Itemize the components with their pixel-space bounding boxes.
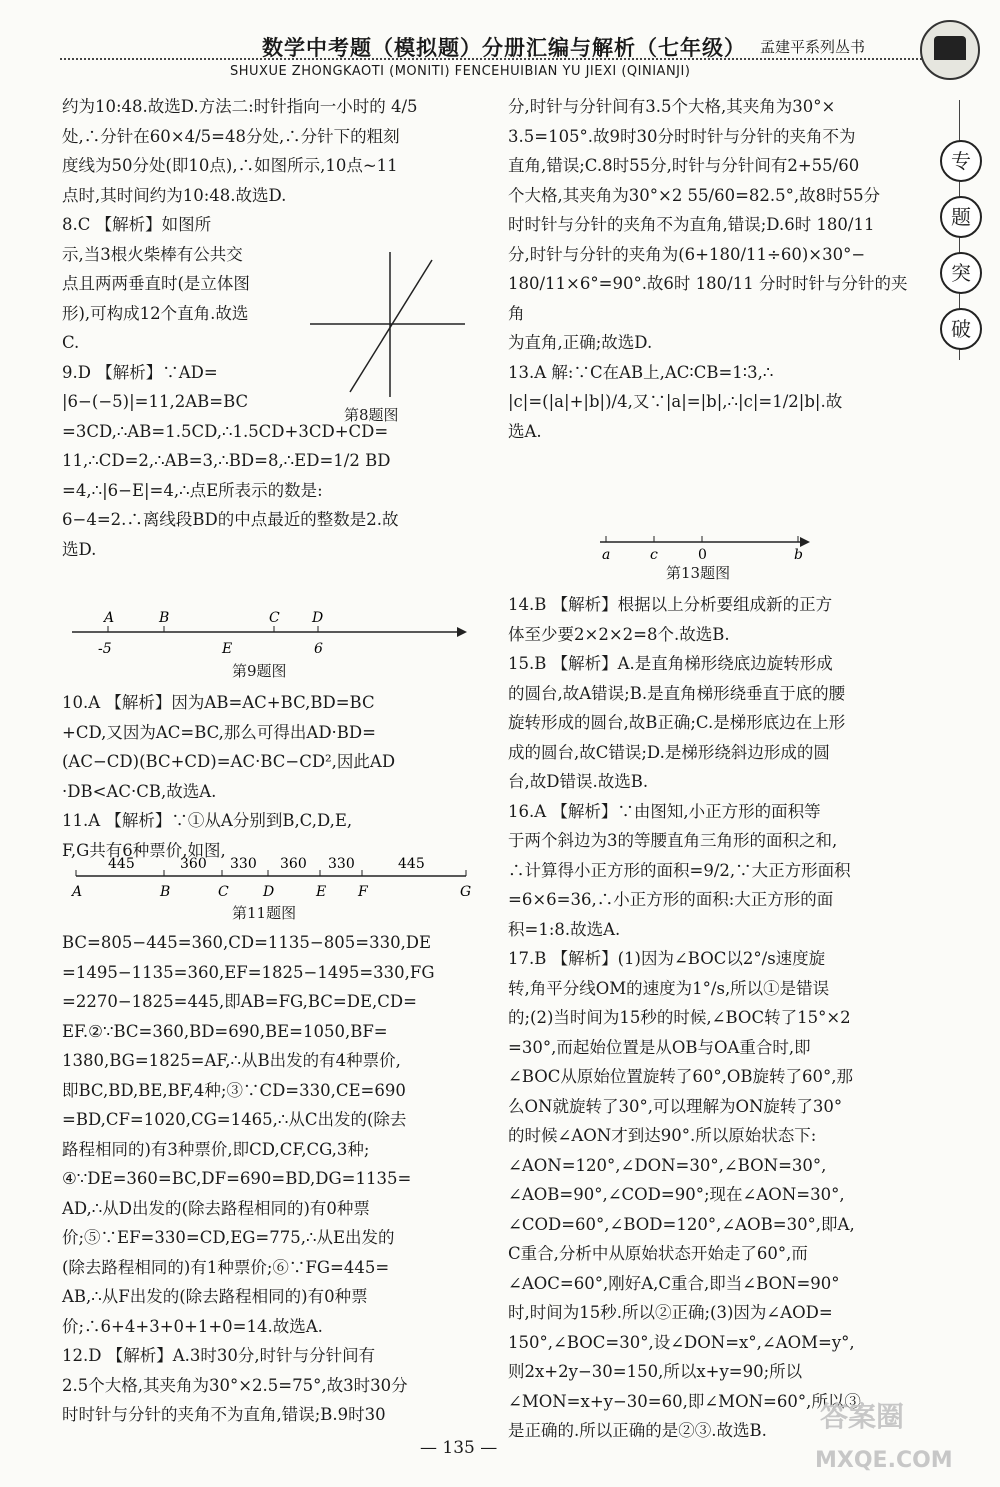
- book-title-pinyin: SHUXUE ZHONGKAOTI (MONITI) FENCEHUIBIAN YU JIEXI (QINIANJI): [230, 64, 691, 79]
- text-line: AB,∴从F出发的(除去路程相同的)有0种票: [62, 1287, 368, 1306]
- point-b-label: B: [160, 884, 171, 900]
- text-line: ∠AOC=60°,刚好A,C重合,即当∠BON=90°: [508, 1273, 840, 1293]
- point-b-label: b: [794, 547, 803, 562]
- text-line: =BD,CF=1020,CG=1465,∴从C出发的(除去: [62, 1110, 407, 1129]
- point-e-label: E: [222, 641, 233, 657]
- text-line: 点且两两垂直时(是立体图: [62, 274, 250, 293]
- text-line: 180/11×6°=90°.故6时 180/11 分时时针与分针的夹角: [508, 274, 908, 323]
- text-line: 即BC,BD,BE,BF,4种;③∵CD=330,CE=690: [62, 1080, 406, 1100]
- text-line: 的时候∠AON才到达90°.所以原始状态下:: [508, 1126, 817, 1145]
- point-f-label: F: [358, 884, 368, 900]
- text-line: =6×6=36,∴小正方形的面积:大正方形的面: [508, 890, 834, 909]
- text-line: =30°,而起始位置是从OB与OA重合时,即: [508, 1037, 811, 1057]
- text-line: 10.A 【解析】因为AB=AC+BC,BD=BC: [62, 693, 375, 712]
- text-line: (除去路程相同的)有1种票价;⑥∵FG=445=: [62, 1257, 390, 1277]
- text-line: 时,时间为15秒.所以②正确;(3)因为∠AOD=: [508, 1303, 833, 1322]
- header-divider: [60, 58, 930, 60]
- left-column-bottom: [62, 928, 470, 1430]
- text-line: ∴计算得小正方形的面积=9/2,∵大正方形面积: [508, 860, 851, 880]
- text-line: 旋转形成的圆台,故B正确;C.是梯形底边在上形: [508, 713, 846, 732]
- text-line: 9.D 【解析】∵AD=: [62, 362, 218, 382]
- text-line: 个大格,其夹角为30°×2 55/60=82.5°,故8时55分: [508, 185, 881, 205]
- text-line: 转,角平分线OM的速度为1°/s,所以①是错误: [508, 978, 830, 998]
- point-c-label: C: [218, 884, 229, 900]
- text-line: 度线为50分处(即10点),∴如图所示,10点~11: [62, 156, 398, 175]
- text-line: =2270−1825=445,即AB=FG,BC=DE,CD=: [62, 992, 417, 1011]
- point-a-label: A: [104, 610, 115, 626]
- text-line: 价;∴6+4+3+0+1+0=14.故选A.: [62, 1316, 323, 1336]
- text-line: ∠BOC从原始位置旋转了60°,OB旋转了60°,那: [508, 1067, 854, 1086]
- figure-13-caption: 第13题图: [666, 564, 731, 582]
- text-line: C.: [62, 333, 80, 352]
- text-line: ∠MON=x+y−30=60,即∠MON=60°,所以③: [508, 1391, 861, 1411]
- figure-8-diagram: [310, 252, 470, 402]
- text-line: 分,时针与分针间有3.5个大格,其夹角为30°×: [508, 97, 836, 116]
- figure-11-route-line: [62, 854, 472, 904]
- text-line: 点时,其时间约为10:48.故选D.: [62, 185, 287, 205]
- text-line: 选A.: [508, 421, 542, 441]
- left-column-mid: [62, 688, 470, 865]
- text-line: 的;(2)当时间为15秒的时候,∠BOC转了15°×2: [508, 1008, 851, 1027]
- text-line: 6−4=2.∴离线段BD的中点最近的整数是2.故: [62, 510, 399, 529]
- text-line: ∠AON=120°,∠DON=30°,∠BON=30°,: [508, 1155, 827, 1175]
- side-tab-1: 专: [940, 140, 982, 182]
- right-column-top: [508, 92, 910, 446]
- text-line: 积=1:8.故选A.: [508, 919, 621, 939]
- distance-ef-label: 330: [328, 856, 355, 872]
- text-line: 成的圆台,故C错误;D.是梯形绕斜边形成的圆: [508, 742, 830, 762]
- text-line: 直角,错误;C.8时55分,时针与分针间有2+55/60: [508, 156, 860, 175]
- point-a-label: A: [72, 884, 83, 900]
- text-line: F,G共有6种票价,如图,: [62, 840, 226, 860]
- text-line: 则2x+2y−30=150,所以x+y=90;所以: [508, 1362, 803, 1381]
- side-tab-4: 破: [940, 308, 982, 350]
- text-line: 的圆台,故A错误;B.是直角梯形绕垂直于底的腰: [508, 683, 846, 703]
- text-line: 15.B 【解析】A.是直角梯形绕底边旋转形成: [508, 654, 833, 673]
- figure-9-number-line: [62, 608, 470, 658]
- point-b-label: B: [159, 610, 170, 626]
- side-tab-2: 题: [940, 196, 982, 238]
- figure-11-caption: 第11题图: [232, 904, 297, 922]
- text-line: ④∵DE=360=BC,DF=690=BD,DG=1135=: [62, 1169, 412, 1188]
- value-6-label: 6: [314, 641, 323, 657]
- point-d-label: D: [263, 884, 275, 900]
- point-a-label: a: [602, 547, 611, 562]
- point-c-label: C: [269, 610, 280, 626]
- text-line: 11.A 【解析】∵①从A分别到B,C,D,E,: [62, 811, 353, 830]
- series-name: 孟建平系列丛书: [760, 38, 866, 56]
- text-line: =4,∴|6−E|=4,∴点E所表示的数是:: [62, 480, 323, 500]
- text-line: 价;⑤∵EF=330=CD,EG=775,∴从E出发的: [62, 1228, 395, 1247]
- point-e-label: E: [316, 884, 327, 900]
- point-c-label: c: [650, 547, 658, 562]
- distance-fg-label: 445: [398, 856, 425, 872]
- origin-label: 0: [698, 547, 707, 562]
- text-line: EF.②∵BC=360,BD=690,BE=1050,BF=: [62, 1021, 388, 1041]
- text-line: 16.A 【解析】∵由图知,小正方形的面积等: [508, 801, 821, 821]
- text-line: =1495−1135=360,EF=1825−1495=330,FG: [62, 962, 435, 982]
- text-line: |6−(−5)|=11,2AB=BC: [62, 392, 249, 411]
- point-g-label: G: [460, 884, 472, 900]
- text-line: ·DB<AC·CB,故选A.: [62, 781, 217, 801]
- text-line: AD,∴从D出发的(除去路程相同的)有0种票: [62, 1198, 370, 1218]
- text-line: 路程相同的)有3种票价,即CD,CF,CG,3种;: [62, 1139, 370, 1159]
- text-line: 13.A 解:∵C在AB上,AC∶CB=1∶3,∴: [508, 362, 774, 382]
- text-line: =3CD,∴AB=1.5CD,∴1.5CD+3CD+CD=: [62, 421, 389, 441]
- right-column-bottom: [508, 590, 910, 1446]
- text-line: ∠COD=60°,∠BOD=120°,∠AOB=30°,即A,: [508, 1214, 855, 1234]
- distance-ab-label: 445: [108, 856, 135, 872]
- text-line: 8.C 【解析】如图所: [62, 215, 212, 234]
- text-line: 体至少要2×2×2=8个.故选B.: [508, 624, 730, 644]
- page-number: — 135 —: [420, 1438, 498, 1458]
- text-line: BC=805−445=360,CD=1135−805=330,DE: [62, 933, 432, 952]
- text-line: 选D.: [62, 539, 97, 559]
- text-line: (AC−CD)(BC+CD)=AC·BC−CD²,因此AD: [62, 752, 396, 771]
- text-line: +CD,又因为AC=BC,那么可得出AD·BD=: [62, 722, 376, 742]
- text-line: 处,∴分针在60×4/5=48分处,∴分针下的粗刻: [62, 126, 400, 146]
- publisher-logo-icon: [920, 20, 980, 80]
- text-line: 约为10:48.故选D.方法二:时针指向一小时的 4/5: [62, 97, 418, 116]
- text-line: 么ON就旋转了30°,可以理解为ON旋转了30°: [508, 1096, 843, 1116]
- watermark-url: MXQE.COM: [815, 1448, 953, 1473]
- text-line: 时时针与分针的夹角不为直角,错误;B.9时30: [62, 1405, 386, 1424]
- text-line: ∠AOB=90°,∠COD=90°;现在∠AON=30°,: [508, 1185, 845, 1204]
- point-d-label: D: [312, 610, 324, 626]
- side-tab-3: 突: [940, 252, 982, 294]
- text-line: |c|=(|a|+|b|)/4,又∵|a|=|b|,∴|c|=1/2|b|.故: [508, 392, 843, 411]
- text-line: 为直角,正确;故选D.: [508, 333, 653, 352]
- figure-8-caption: 第8题图: [344, 406, 399, 424]
- text-line: 17.B 【解析】(1)因为∠BOC以2°/s速度旋: [508, 949, 826, 968]
- text-line: 12.D 【解析】A.3时30分,时针与分针间有: [62, 1346, 376, 1365]
- book-title: 数学中考题（模拟题）分册汇编与解析（七年级）: [262, 35, 746, 60]
- text-line: 示,当3根火柴棒有公共交: [62, 244, 243, 264]
- figure-13-number-line: [590, 532, 820, 562]
- distance-cd-label: 330: [230, 856, 257, 872]
- text-line: 14.B 【解析】根据以上分析要组成新的正方: [508, 595, 833, 614]
- text-line: 于两个斜边为3的等腰直角三角形的面积之和,: [508, 831, 838, 850]
- text-line: 是正确的.所以正确的是②③.故选B.: [508, 1421, 767, 1440]
- figure-9-caption: 第9题图: [232, 662, 287, 680]
- watermark-logo: 答案圈: [820, 1400, 905, 1433]
- text-line: C重合,分析中从原始状态开始走了60°,而: [508, 1244, 808, 1263]
- value-neg5-label: -5: [98, 641, 112, 657]
- text-line: 1380,BG=1825=AF,∴从B出发的有4种票价,: [62, 1051, 401, 1070]
- text-line: 3.5=105°.故9时30分时时针与分针的夹角不为: [508, 126, 856, 146]
- distance-de-label: 360: [280, 856, 307, 872]
- text-line: 2.5个大格,其夹角为30°×2.5=75°,故3时30分: [62, 1375, 408, 1395]
- text-line: 时时针与分针的夹角不为直角,错误;D.6时 180/11: [508, 215, 875, 234]
- distance-bc-label: 360: [180, 856, 207, 872]
- text-line: 11,∴CD=2,∴AB=3,∴BD=8,∴ED=1/2 BD: [62, 451, 391, 470]
- text-line: 台,故D错误.故选B.: [508, 772, 649, 791]
- text-line: 形),可构成12个直角.故选: [62, 303, 249, 323]
- text-line: 分,时针与分针的夹角为(6+180/11÷60)×30°−: [508, 244, 866, 264]
- text-line: 150°,∠BOC=30°,设∠DON=x°,∠AOM=y°,: [508, 1332, 855, 1352]
